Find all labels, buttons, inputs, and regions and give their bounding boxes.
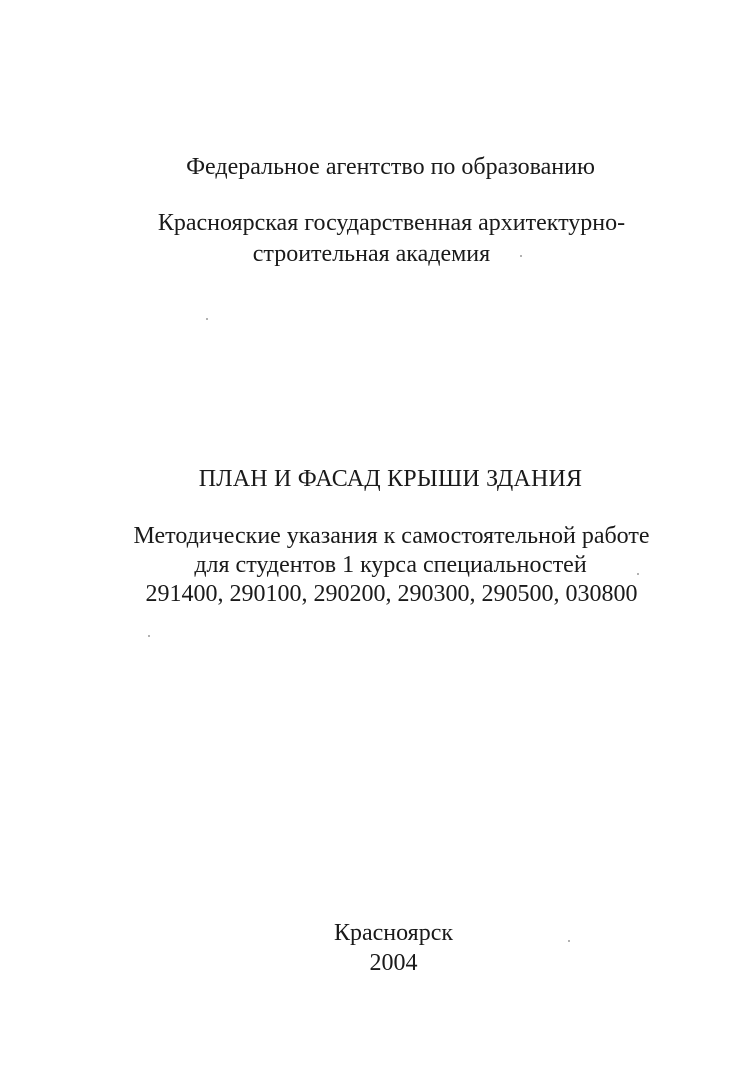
subtitle-line3: 291400, 290100, 290200, 290300, 290500, 030800 — [145, 581, 638, 607]
subtitle-line1: Методические указания к самостоятельной работе — [133, 523, 650, 549]
scan-speck — [637, 573, 639, 575]
document-title: ПЛАН И ФАСАД КРЫШИ ЗДАНИЯ — [198, 466, 583, 492]
academy-name-line2: строительная академия — [252, 241, 491, 267]
scan-speck — [520, 255, 522, 257]
publication-year: 2004 — [369, 950, 418, 976]
agency-name: Федеральное агентство по образованию — [186, 154, 595, 180]
scan-speck — [568, 940, 570, 942]
academy-name-line1: Красноярская государственная архитектурно- — [157, 210, 626, 236]
subtitle-line2: для студентов 1 курса специальностей — [194, 552, 587, 578]
scan-speck — [148, 635, 150, 637]
scan-speck — [206, 318, 208, 320]
publication-city: Красноярск — [333, 920, 454, 946]
